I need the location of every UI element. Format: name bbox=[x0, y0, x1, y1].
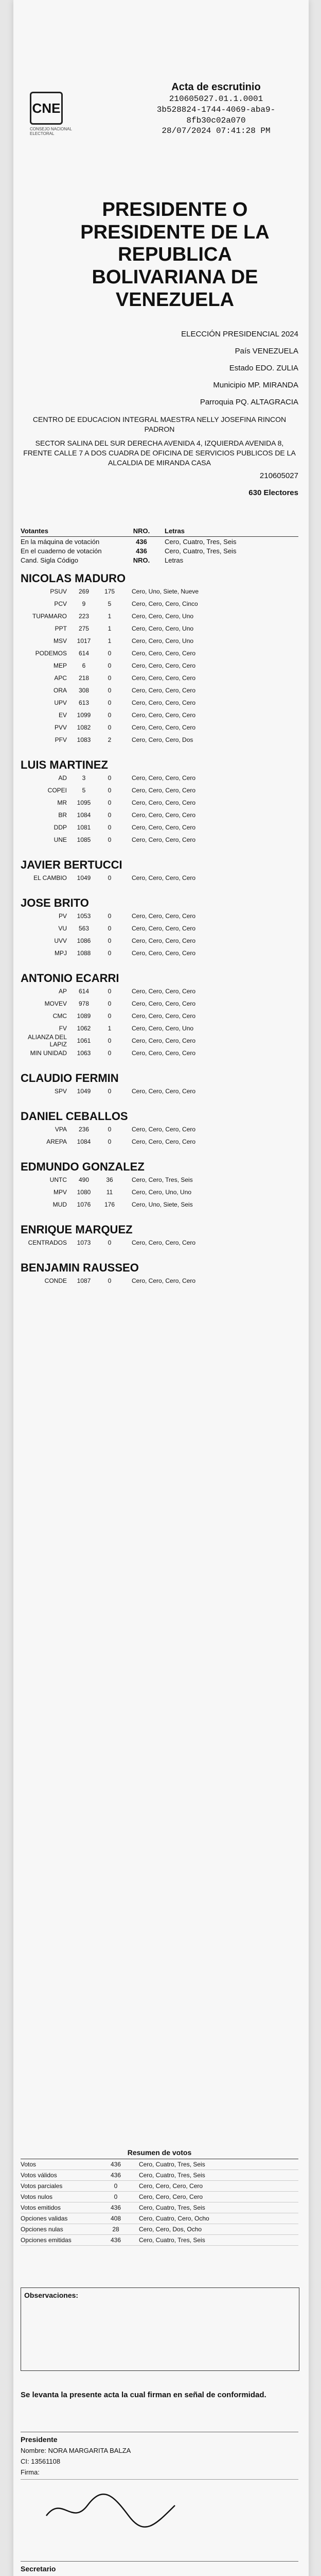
party-acronym: UNTC bbox=[49, 1176, 67, 1183]
resumen-table bbox=[21, 2148, 298, 2246]
party-row bbox=[21, 622, 298, 635]
votantes-row: En la máquina de votación 436 Cero, Cuatro, Tres, Seis bbox=[21, 537, 237, 546]
party-row bbox=[21, 910, 298, 922]
cne-logo bbox=[30, 92, 92, 136]
votantes-row: En el cuaderno de votación 436 Cero, Cuatro, Tres, Seis bbox=[21, 547, 237, 555]
party-code: 1053 bbox=[77, 912, 91, 920]
party-words: Cero, Cero, Cero, Cero bbox=[132, 1049, 196, 1057]
resumen-row bbox=[21, 2192, 298, 2202]
candidate-name: ENRIQUE MARQUEZ bbox=[21, 1223, 133, 1236]
resumen-n: 28 bbox=[112, 2226, 119, 2233]
party-words: Cero, Cero, Cero, Uno bbox=[132, 1025, 194, 1032]
party-code: 9 bbox=[82, 600, 86, 607]
party-row bbox=[21, 784, 298, 796]
party-words: Cero, Cero, Cero, Uno bbox=[132, 613, 194, 620]
party-code: 3 bbox=[82, 774, 86, 782]
party-code: 1049 bbox=[77, 1088, 91, 1095]
uuid-line2: 8fb30c02a070 bbox=[186, 115, 246, 125]
party-code: 1063 bbox=[77, 1049, 91, 1057]
observaciones-box bbox=[21, 2287, 299, 2371]
party-row bbox=[21, 1174, 298, 1186]
member-block bbox=[21, 2561, 298, 2576]
party-words: Cero, Cero, Cero, Cero bbox=[132, 687, 196, 694]
party-acronym: PSUV bbox=[50, 588, 67, 595]
party-row bbox=[21, 697, 298, 709]
party-code: 563 bbox=[78, 925, 90, 932]
party-code: 6 bbox=[82, 662, 86, 669]
party-words: Cero, Cero, Cero, Cero bbox=[132, 674, 196, 682]
party-code: 614 bbox=[78, 650, 90, 657]
party-votes: 0 bbox=[108, 836, 112, 843]
party-votes: 1 bbox=[108, 1025, 112, 1032]
party-row bbox=[21, 1085, 298, 1097]
party-code: 1089 bbox=[77, 1012, 91, 1020]
handwritten-signature-icon bbox=[41, 2485, 206, 2536]
uuid-line1: 3b528824-1744-4069-aba9- bbox=[156, 105, 276, 114]
party-votes: 175 bbox=[104, 588, 115, 595]
party-code: 1087 bbox=[77, 1277, 91, 1284]
party-votes: 0 bbox=[108, 711, 112, 719]
party-row bbox=[21, 935, 298, 947]
party-code: 613 bbox=[78, 699, 90, 706]
candidate-block bbox=[21, 1223, 298, 1249]
party-votes: 0 bbox=[108, 687, 112, 694]
party-code: 218 bbox=[78, 674, 90, 682]
party-acronym: AREPA bbox=[46, 1138, 67, 1145]
municipality: Municipio MP. MIRANDA bbox=[213, 381, 298, 389]
party-votes: 0 bbox=[108, 1088, 112, 1095]
party-votes: 0 bbox=[108, 1012, 112, 1020]
party-votes: 0 bbox=[108, 650, 112, 657]
resumen-l: Votos emitidos bbox=[21, 2204, 61, 2211]
party-words: Cero, Cero, Cero, Cero bbox=[132, 1012, 196, 1020]
party-code: 1082 bbox=[77, 724, 91, 731]
party-code: 1061 bbox=[77, 1037, 91, 1044]
resumen-n: 436 bbox=[110, 2161, 121, 2168]
party-votes: 0 bbox=[108, 674, 112, 682]
resumen-l: Opciones validas bbox=[21, 2215, 68, 2222]
party-row bbox=[21, 598, 298, 610]
party-code: 1062 bbox=[77, 1025, 91, 1032]
party-acronym: EL CAMBIO bbox=[33, 874, 67, 882]
resumen-w: Cero, Cuatro, Cero, Ocho bbox=[139, 2215, 209, 2222]
acta-datetime: 28/07/2024 07:41:28 PM bbox=[162, 126, 271, 136]
candidate-block bbox=[21, 1072, 298, 1097]
party-acronym: MR bbox=[57, 799, 67, 806]
party-row bbox=[21, 672, 298, 684]
party-words: Cero, Cero, Cero, Cero bbox=[132, 662, 196, 669]
party-words: Cero, Cero, Cero, Cero bbox=[132, 811, 196, 819]
party-row bbox=[21, 635, 298, 647]
resumen-row bbox=[21, 2235, 298, 2246]
party-words: Cero, Cero, Uno, Uno bbox=[132, 1189, 192, 1196]
party-acronym: MSV bbox=[53, 637, 67, 645]
resumen-row bbox=[21, 2224, 298, 2235]
party-row bbox=[21, 1136, 298, 1148]
candidate-name: LUIS MARTINEZ bbox=[21, 758, 108, 771]
party-acronym: MEP bbox=[53, 662, 67, 669]
party-acronym: CONDE bbox=[44, 1277, 67, 1284]
party-row bbox=[21, 1022, 298, 1035]
candidate-name: ANTONIO ECARRI bbox=[21, 972, 119, 985]
party-votes: 0 bbox=[108, 1049, 112, 1057]
party-acronym: FV bbox=[59, 1025, 67, 1032]
party-row bbox=[21, 796, 298, 809]
resumen-n: 436 bbox=[110, 2204, 121, 2211]
member-ci: CI: 13561108 bbox=[21, 2458, 61, 2465]
party-row bbox=[21, 1275, 298, 1287]
party-votes: 0 bbox=[108, 925, 112, 932]
candidate-name: BENJAMIN RAUSSEO bbox=[21, 1261, 139, 1274]
party-acronym: PPT bbox=[55, 625, 67, 632]
party-code: 1085 bbox=[77, 836, 91, 843]
party-row bbox=[21, 647, 298, 659]
party-code: 1081 bbox=[77, 824, 91, 831]
party-votes: 0 bbox=[108, 1138, 112, 1145]
party-acronym: EV bbox=[58, 711, 67, 719]
member-role: Secretario bbox=[21, 2565, 56, 2573]
resumen-w: Cero, Cuatro, Tres, Seis bbox=[139, 2172, 205, 2179]
party-votes: 0 bbox=[108, 811, 112, 819]
resumen-w: Cero, Cero, Cero, Cero bbox=[139, 2193, 203, 2200]
member-block bbox=[21, 2432, 298, 2552]
election-meta bbox=[21, 330, 298, 505]
candidate-block bbox=[21, 858, 298, 884]
resumen-w: Cero, Cuatro, Tres, Seis bbox=[139, 2204, 205, 2211]
party-code: 1083 bbox=[77, 736, 91, 743]
party-words: Cero, Cero, Cero, Dos bbox=[132, 736, 193, 743]
party-acronym: MIN UNIDAD bbox=[30, 1049, 67, 1057]
candidate-block bbox=[21, 972, 298, 1059]
candidate-name: JAVIER BERTUCCI bbox=[21, 858, 122, 871]
party-words: Cero, Cero, Cero, Cero bbox=[132, 824, 196, 831]
party-row bbox=[21, 709, 298, 721]
party-row bbox=[21, 947, 298, 959]
party-votes: 36 bbox=[106, 1176, 113, 1183]
party-acronym: SPV bbox=[54, 1088, 67, 1095]
party-code: 1076 bbox=[77, 1201, 91, 1208]
party-acronym: PVV bbox=[54, 724, 67, 731]
resumen-l: Votos bbox=[21, 2161, 37, 2168]
party-code: 1095 bbox=[77, 799, 91, 806]
logo-icon: CNE bbox=[30, 92, 63, 125]
party-votes: 0 bbox=[108, 724, 112, 731]
resumen-l: Votos parciales bbox=[21, 2182, 63, 2190]
candidate-name: DANIEL CEBALLOS bbox=[21, 1110, 128, 1123]
party-code: 5 bbox=[82, 787, 86, 794]
party-code: 1080 bbox=[77, 1189, 91, 1196]
party-acronym: UNE bbox=[53, 836, 67, 843]
party-acronym: APC bbox=[54, 674, 67, 682]
party-votes: 1 bbox=[108, 625, 112, 632]
party-words: Cero, Cero, Cero, Cero bbox=[132, 937, 196, 944]
page-title: PRESIDENTE O PRESIDENTE DE LA REPUBLICA BOLIVARIANA DE VENEZUELA bbox=[80, 199, 270, 311]
party-acronym: VU bbox=[58, 925, 67, 932]
party-acronym: MOVEV bbox=[44, 1000, 67, 1007]
party-words: Cero, Cero, Cero, Cero bbox=[132, 787, 196, 794]
candidate-name: JOSE BRITO bbox=[21, 896, 89, 909]
party-row bbox=[21, 659, 298, 672]
party-row bbox=[21, 1123, 298, 1136]
resumen-row bbox=[21, 2181, 298, 2192]
party-words: Cero, Cero, Cero, Cero bbox=[132, 1126, 196, 1133]
party-words: Cero, Uno, Siete, Nueve bbox=[132, 588, 199, 595]
resumen-row bbox=[21, 2213, 298, 2224]
resumen-n: 436 bbox=[110, 2172, 121, 2179]
resumen-n: 436 bbox=[110, 2236, 121, 2244]
party-votes: 0 bbox=[108, 912, 112, 920]
resumen-n: 0 bbox=[114, 2193, 118, 2200]
mesa-members bbox=[21, 2432, 298, 2576]
party-acronym: ORA bbox=[53, 687, 67, 694]
resumen-w: Cero, Cuatro, Tres, Seis bbox=[139, 2236, 205, 2244]
party-acronym: UPV bbox=[54, 699, 67, 706]
party-code: 1049 bbox=[77, 874, 91, 882]
party-code: 1099 bbox=[77, 711, 91, 719]
party-votes: 0 bbox=[108, 774, 112, 782]
resumen-n: 0 bbox=[114, 2182, 118, 2190]
state: Estado EDO. ZULIA bbox=[229, 364, 298, 372]
party-row bbox=[21, 834, 298, 846]
party-votes: 0 bbox=[108, 1239, 112, 1246]
party-words: Cero, Cero, Cero, Cero bbox=[132, 1037, 196, 1044]
party-words: Cero, Cero, Cero, Cero bbox=[132, 1239, 196, 1246]
candidate-block bbox=[21, 1160, 298, 1211]
resumen-n: 408 bbox=[110, 2215, 121, 2222]
party-words: Cero, Cero, Cero, Cero bbox=[132, 724, 196, 731]
party-row bbox=[21, 684, 298, 697]
party-words: Cero, Cero, Cero, Cinco bbox=[132, 600, 198, 607]
candidate-name: EDMUNDO GONZALEZ bbox=[21, 1160, 145, 1173]
party-words: Cero, Cero, Cero, Uno bbox=[132, 637, 194, 645]
party-words: Cero, Cero, Cero, Cero bbox=[132, 912, 196, 920]
member-role: Presidente bbox=[21, 2435, 58, 2444]
candidate-block bbox=[21, 758, 298, 846]
party-code: 1088 bbox=[77, 950, 91, 957]
party-votes: 0 bbox=[108, 937, 112, 944]
party-words: Cero, Cero, Cero, Cero bbox=[132, 774, 196, 782]
party-votes: 0 bbox=[108, 1126, 112, 1133]
party-row bbox=[21, 1035, 298, 1047]
member-firma-label: Firma: bbox=[21, 2468, 40, 2476]
resumen-w: Cero, Cero, Cero, Cero bbox=[139, 2182, 203, 2190]
logo-caption: CONSEJO NACIONAL ELECTORAL bbox=[30, 127, 72, 136]
party-acronym: MUD bbox=[52, 1201, 67, 1208]
party-votes: 1 bbox=[108, 637, 112, 645]
candidate-block bbox=[21, 1261, 298, 1287]
party-code: 1084 bbox=[77, 1138, 91, 1145]
candidate-block bbox=[21, 896, 298, 959]
party-acronym: VPA bbox=[55, 1126, 67, 1133]
resumen-l: Votos válidos bbox=[21, 2172, 57, 2179]
member-name: Nombre: NORA MARGARITA BALZA bbox=[21, 2447, 131, 2454]
candidate-name: NICOLAS MADURO bbox=[21, 572, 126, 585]
resumen-l: Opciones nulas bbox=[21, 2226, 63, 2233]
party-words: Cero, Cero, Cero, Cero bbox=[132, 988, 196, 995]
votantes-header: Votantes NRO. Letras bbox=[21, 526, 298, 537]
party-words: Cero, Cero, Cero, Cero bbox=[132, 699, 196, 706]
party-row bbox=[21, 922, 298, 935]
election-name: ELECCIÓN PRESIDENCIAL 2024 bbox=[181, 330, 298, 338]
party-code: 1084 bbox=[77, 811, 91, 819]
candidate-block bbox=[21, 572, 298, 746]
party-acronym: BR bbox=[58, 811, 67, 819]
party-row bbox=[21, 997, 298, 1010]
party-code: 1017 bbox=[77, 637, 91, 645]
party-acronym: PFV bbox=[55, 736, 67, 743]
resumen-title: Resumen de votos bbox=[21, 2148, 298, 2159]
party-words: Cero, Cero, Cero, Cero bbox=[132, 799, 196, 806]
party-acronym: PODEMOS bbox=[35, 650, 67, 657]
party-acronym: TUPAMARO bbox=[32, 613, 67, 620]
party-acronym: AD bbox=[58, 774, 67, 782]
party-votes: 11 bbox=[106, 1189, 113, 1196]
party-votes: 0 bbox=[108, 950, 112, 957]
party-code: 490 bbox=[78, 1176, 90, 1183]
party-acronym: MPJ bbox=[55, 950, 67, 957]
party-row bbox=[21, 1198, 298, 1211]
party-row bbox=[21, 809, 298, 821]
party-row bbox=[21, 1186, 298, 1198]
party-row bbox=[21, 721, 298, 734]
party-code: 275 bbox=[78, 625, 90, 632]
party-row bbox=[21, 821, 298, 834]
candidate-name: CLAUDIO FERMIN bbox=[21, 1072, 119, 1084]
party-acronym: COPEI bbox=[47, 787, 67, 794]
party-acronym: PCV bbox=[54, 600, 67, 607]
party-words: Cero, Cero, Cero, Cero bbox=[132, 836, 196, 843]
party-code: 308 bbox=[78, 687, 90, 694]
party-row bbox=[21, 585, 298, 598]
observaciones-label: Observaciones: bbox=[24, 2291, 79, 2299]
party-words: Cero, Cero, Cero, Cero bbox=[132, 1138, 196, 1145]
party-votes: 1 bbox=[108, 613, 112, 620]
candidate-block bbox=[21, 1110, 298, 1148]
party-words: Cero, Cero, Cero, Cero bbox=[132, 925, 196, 932]
acta-number: 210605027.01.1.0001 bbox=[169, 94, 263, 104]
party-votes: 176 bbox=[104, 1201, 115, 1208]
party-row bbox=[21, 872, 298, 884]
party-code: 1073 bbox=[77, 1239, 91, 1246]
resumen-w: Cero, Cero, Dos, Ocho bbox=[139, 2226, 202, 2233]
center-code: 210605027 bbox=[259, 471, 298, 481]
party-acronym: PV bbox=[58, 912, 67, 920]
party-row bbox=[21, 734, 298, 746]
resumen-row bbox=[21, 2170, 298, 2181]
party-acronym: UVV bbox=[54, 937, 67, 944]
party-row bbox=[21, 610, 298, 622]
party-votes: 0 bbox=[108, 799, 112, 806]
party-words: Cero, Cero, Cero, Cero bbox=[132, 1000, 196, 1007]
party-acronym: MPV bbox=[53, 1189, 67, 1196]
conformity-note: Se levanta la presente acta la cual firman en señal de conformidad. bbox=[21, 2391, 266, 2399]
center-name: CENTRO DE EDUCACION INTEGRAL MAESTRA NELLY JOSEFINA RINCON PADRON bbox=[32, 415, 287, 433]
party-votes: 5 bbox=[108, 600, 112, 607]
party-words: Cero, Cero, Cero, Cero bbox=[132, 874, 196, 882]
center-address: SECTOR SALINA DEL SUR DERECHA AVENIDA 4, IZQUIERDA AVENIDA 8, FRENTE CALLE 7 A DOS CUADRA DE OFICINA DE SERVICIOS PUBLICOS DE LA ALCALDIA DE MIRANDA CASA bbox=[23, 438, 296, 467]
resumen-row bbox=[21, 2159, 298, 2170]
party-votes: 0 bbox=[108, 1037, 112, 1044]
party-words: Cero, Cero, Tres, Seis bbox=[132, 1176, 193, 1183]
electores: 630 Electores bbox=[248, 488, 298, 498]
acta-label: Acta de escrutinio bbox=[171, 81, 261, 93]
party-acronym: ALIANZA DEL LAPIZ bbox=[27, 1033, 67, 1048]
signature-area bbox=[21, 2479, 298, 2552]
party-row bbox=[21, 985, 298, 997]
party-votes: 0 bbox=[108, 1277, 112, 1284]
party-votes: 0 bbox=[108, 662, 112, 669]
party-votes: 0 bbox=[108, 988, 112, 995]
party-code: 236 bbox=[78, 1126, 90, 1133]
party-words: Cero, Cero, Cero, Cero bbox=[132, 650, 196, 657]
resumen-l: Votos nulos bbox=[21, 2193, 53, 2200]
party-acronym: DDP bbox=[53, 824, 67, 831]
party-votes: 0 bbox=[108, 699, 112, 706]
party-votes: 0 bbox=[108, 1000, 112, 1007]
party-row bbox=[21, 772, 298, 784]
votantes-row: Cand. Sigla Código NRO. Letras bbox=[21, 556, 184, 564]
resumen-row bbox=[21, 2202, 298, 2213]
party-words: Cero, Cero, Cero, Cero bbox=[132, 711, 196, 719]
party-code: 614 bbox=[78, 988, 90, 995]
country: País VENEZUELA bbox=[235, 347, 298, 355]
party-code: 269 bbox=[78, 588, 90, 595]
party-votes: 0 bbox=[108, 787, 112, 794]
party-row bbox=[21, 1236, 298, 1249]
resumen-w: Cero, Cuatro, Tres, Seis bbox=[139, 2161, 205, 2168]
party-acronym: AP bbox=[58, 988, 67, 995]
party-words: Cero, Cero, Cero, Uno bbox=[132, 625, 194, 632]
party-words: Cero, Uno, Siete, Seis bbox=[132, 1201, 193, 1208]
party-row bbox=[21, 1010, 298, 1022]
party-words: Cero, Cero, Cero, Cero bbox=[132, 950, 196, 957]
party-code: 1086 bbox=[77, 937, 91, 944]
party-acronym: CENTRADOS bbox=[28, 1239, 67, 1246]
party-words: Cero, Cero, Cero, Cero bbox=[132, 1277, 196, 1284]
party-words: Cero, Cero, Cero, Cero bbox=[132, 1088, 196, 1095]
party-votes: 0 bbox=[108, 824, 112, 831]
acta-header bbox=[134, 80, 298, 137]
parish: Parroquia PQ. ALTAGRACIA bbox=[200, 398, 298, 406]
party-votes: 0 bbox=[108, 874, 112, 882]
votantes-table bbox=[21, 526, 298, 565]
resumen-rows bbox=[21, 2159, 298, 2246]
resumen-l: Opciones emitidas bbox=[21, 2236, 72, 2244]
party-votes: 2 bbox=[108, 736, 112, 743]
party-acronym: CMC bbox=[52, 1012, 67, 1020]
party-code: 223 bbox=[78, 613, 90, 620]
party-code: 978 bbox=[78, 1000, 90, 1007]
party-row bbox=[21, 1047, 298, 1059]
